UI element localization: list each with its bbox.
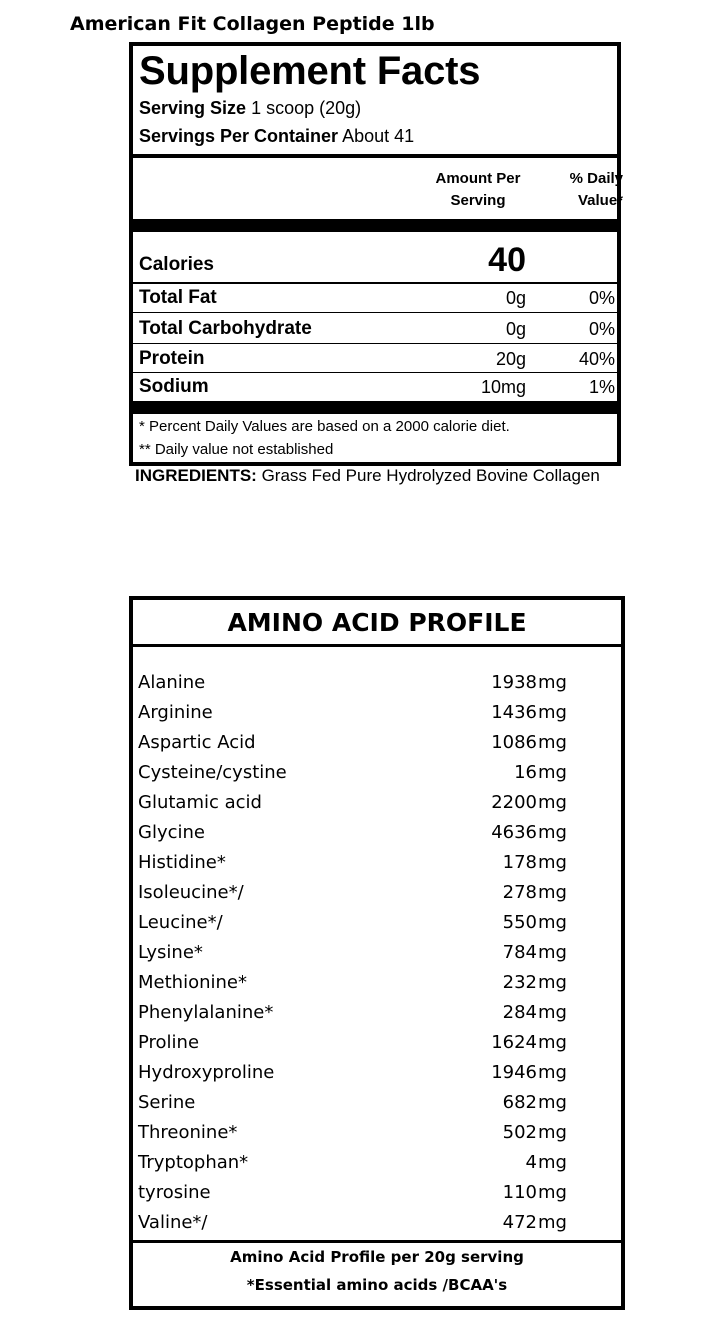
amino-row [133,910,621,940]
amino-value: 278 [502,882,537,903]
amino-name: Phenylalanine* [138,1002,274,1023]
amino-unit: mg [538,942,567,963]
calories-row [133,236,617,282]
amino-name: Glycine [138,822,205,843]
serving-size-value: 1 scoop (20g) [251,98,362,118]
amino-name: Leucine*/ [138,912,223,933]
amino-value: 1938 [491,672,537,693]
nutrient-amount: 10mg [480,377,526,397]
dv-header-line1: % Daily [569,170,623,187]
amino-value: 16 [514,762,537,783]
amino-title: AMINO ACID PROFILE [227,608,527,637]
supplement-facts-panel [129,42,621,466]
nutrient-label: Sodium [139,376,209,397]
amino-unit: mg [538,732,567,753]
amino-unit: mg [538,1092,567,1113]
amino-unit: mg [538,1212,567,1233]
amino-name: Arginine [138,702,213,723]
amino-row [133,940,621,970]
amino-value: 2200 [491,792,537,813]
amino-unit: mg [538,912,567,933]
amino-footer-essential: *Essential amino acids /BCAA's [246,1276,508,1294]
nutrient-row [133,372,617,401]
amino-unit: mg [538,1062,567,1083]
nutrient-label: Protein [139,348,205,369]
amino-row [133,1210,621,1240]
amino-row [133,1000,621,1030]
footnote-daily-values: * Percent Daily Values are based on a 2000 calorie diet. [139,418,510,435]
amino-value: 472 [502,1212,537,1233]
amino-row [133,700,621,730]
amino-name: Aspartic Acid [138,732,256,753]
amino-value: 1624 [491,1032,537,1053]
amount-header-line2: Serving [450,192,506,209]
ingredients-text: Grass Fed Pure Hydrolyzed Bovine Collagen [261,466,600,485]
divider [133,154,617,158]
nutrient-dv: 40% [578,349,615,369]
amino-unit: mg [538,822,567,843]
amino-name: Hydroxyproline [138,1062,275,1083]
amino-row [133,850,621,880]
amino-value: 550 [502,912,537,933]
amino-value: 4636 [491,822,537,843]
servings-per-container [139,126,414,147]
amino-name: Cysteine/cystine [138,762,287,783]
amino-row [133,970,621,1000]
amino-row [133,820,621,850]
nutrient-dv: 0% [588,319,615,339]
amino-unit: mg [538,1002,567,1023]
calories-label: Calories [139,254,214,275]
daily-value-header [545,168,623,212]
nutrient-dv: 0% [588,288,615,308]
amino-row [133,1030,621,1060]
amount-per-serving-header [423,168,533,212]
nutrient-label: Total Carbohydrate [139,318,312,339]
amino-value: 178 [502,852,537,873]
amino-name: tyrosine [138,1182,211,1203]
amino-value: 284 [502,1002,537,1023]
divider [133,1240,621,1243]
amino-unit: mg [538,972,567,993]
amino-acid-panel [129,596,625,1310]
product-title: American Fit Collagen Peptide 1lb [70,13,435,35]
calories-value: 40 [488,241,526,279]
nutrient-row [133,344,617,373]
amino-value: 682 [502,1092,537,1113]
amino-footer-serving: Amino Acid Profile per 20g serving [230,1248,524,1266]
servings-value: About 41 [342,126,415,146]
amino-name: Tryptophan* [138,1152,249,1173]
facts-title: Supplement Facts [139,49,481,93]
amino-value: 1946 [491,1062,537,1083]
nutrient-dv: 1% [588,377,615,397]
amino-unit: mg [538,702,567,723]
amino-unit: mg [538,672,567,693]
amino-unit: mg [538,1152,567,1173]
nutrient-row [133,314,617,343]
ingredients [135,464,605,487]
amino-name: Glutamic acid [138,792,262,813]
amino-value: 502 [502,1122,537,1143]
divider [133,312,617,313]
amino-unit: mg [538,882,567,903]
amino-unit: mg [538,762,567,783]
amino-value: 784 [502,942,537,963]
amino-name: Serine [138,1092,196,1113]
amino-row [133,1090,621,1120]
dv-header-line2: Value* [577,192,623,209]
amino-unit: mg [538,1122,567,1143]
amino-row [133,760,621,790]
amino-value: 1436 [491,702,537,723]
servings-label: Servings Per Container [139,126,339,146]
serving-size-label: Serving Size [139,98,247,118]
divider [133,644,621,647]
serving-size [139,98,361,119]
amount-header-line1: Amount Per [435,170,521,187]
amino-unit: mg [538,852,567,873]
amino-name: Methionine* [138,972,247,993]
amino-value: 232 [502,972,537,993]
amino-name: Lysine* [138,942,203,963]
nutrient-label: Total Fat [139,287,217,308]
nutrient-amount: 0g [505,288,526,308]
amino-value: 1086 [491,732,537,753]
amino-name: Histidine* [138,852,226,873]
footnote-not-established: ** Daily value not established [139,441,334,458]
amino-unit: mg [538,792,567,813]
thick-divider [133,219,617,232]
amino-row [133,790,621,820]
nutrient-row [133,283,617,312]
amino-unit: mg [538,1182,567,1203]
amino-value: 4 [525,1152,537,1173]
amino-name: Threonine* [138,1122,238,1143]
amino-row [133,730,621,760]
amino-row [133,1120,621,1150]
amino-value: 110 [502,1182,537,1203]
amino-row [133,670,621,700]
amino-row [133,1060,621,1090]
amino-name: Proline [138,1032,200,1053]
amino-row [133,1150,621,1180]
amino-row [133,1180,621,1210]
thick-divider [133,401,617,414]
ingredients-label: INGREDIENTS: [135,466,257,485]
amino-unit: mg [538,1032,567,1053]
nutrient-amount: 0g [505,319,526,339]
amino-name: Alanine [138,672,206,693]
amino-row [133,880,621,910]
amino-name: Isoleucine*/ [138,882,244,903]
nutrient-amount: 20g [495,349,526,369]
amino-name: Valine*/ [138,1212,208,1233]
